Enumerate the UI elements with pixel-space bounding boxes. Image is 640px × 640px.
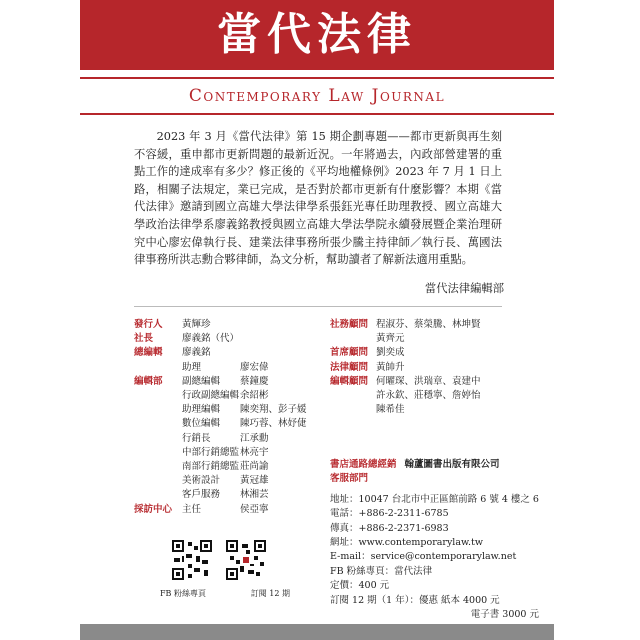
staff-role: 行銷長 — [182, 432, 211, 444]
staff-name: 林湘芸 — [240, 489, 269, 501]
fb-page: FB 粉絲專頁：當代法律 — [330, 565, 433, 577]
staff-row — [134, 432, 307, 446]
staff-label: 發行人 — [134, 319, 163, 330]
staff-name: 陳巧蓉、林妤倢 — [240, 418, 307, 430]
staff-label — [134, 474, 182, 488]
staff-row — [134, 361, 307, 375]
advisor-list-right — [330, 318, 481, 417]
phone: 電話：+886-2-2311-6785 — [330, 508, 449, 520]
qr-caption-subscribe: 訂閱 12 期 — [250, 589, 290, 598]
title-rule-top — [80, 77, 554, 79]
staff-label: 社長 — [134, 333, 154, 345]
staff-role: 客戶服務 — [182, 489, 221, 501]
staff-row — [134, 474, 307, 488]
distributor-row — [330, 458, 539, 472]
advisor-row — [330, 375, 481, 389]
fb-qr-code-icon[interactable] — [172, 540, 212, 580]
staff-row — [134, 488, 307, 502]
staff-row — [134, 417, 307, 431]
staff-role: 數位編輯 — [182, 418, 221, 430]
staff-row — [134, 375, 307, 389]
section-divider — [134, 306, 502, 307]
staff-role: 助理 — [182, 361, 202, 373]
address: 地址：10047 台北市中正區館前路 6 號 4 樓之 6 — [330, 493, 539, 505]
subscription-price: 訂閱 12 期（1 年）：優惠 紙本 4000 元 — [330, 594, 500, 606]
advisor-names: 黃齊元 — [376, 333, 405, 345]
advisor-names: 劉奕成 — [376, 347, 405, 359]
advisor-names: 程淑芬、蔡榮騰、林坤賢 — [376, 319, 481, 330]
footer-bar — [80, 624, 554, 640]
ebook-price: 電子書 3000 元 — [470, 609, 539, 621]
email-link[interactable]: E-mail：service@contemporarylaw.net — [330, 551, 517, 563]
advisor-row — [330, 389, 481, 403]
staff-role: 南部行銷總監 — [182, 461, 240, 473]
masthead-banner — [80, 0, 554, 70]
staff-role: 中部行銷總監 — [182, 446, 240, 458]
advisor-label: 編輯顧問 — [330, 375, 369, 387]
staff-label — [134, 488, 182, 502]
advisor-row — [330, 346, 481, 360]
qr-captions — [160, 588, 290, 599]
journal-title: 當代法律 — [217, 9, 417, 60]
price: 定價：400 元 — [330, 580, 390, 592]
staff-label — [134, 403, 182, 417]
advisor-names: 何曜琛、洪瑞章、袁建中 — [376, 375, 481, 387]
staff-label: 採訪中心 — [134, 503, 173, 515]
intro-paragraph: 2023 年 3 月《當代法律》第 15 期企劃專題——都市更新與再生刻不容緩，重申都市更新問題的最新近況。一年將過去，內政部營建署的重點工作的達成率有多少？修正後的《平均地權條例》2023 年 7 月 1 日上路，相關子法規定，業已完成，是否對於都市更新有什麼影響？本期《當代法律》邀請到國立高雄大學法律學系張鈺光專任助理教授、國立高雄大學政治法律學系廖義銘教授與國立高雄大學法學院永續發展暨企業治理研究中心廖宏偉執行長、建業法律事務所張少騰主持律師／執行長、萬國法律事務所洪志勳合夥律師，為文分析，幫助讀者了解新法適用重點。 — [134, 130, 502, 267]
staff-label — [134, 417, 182, 431]
advisor-row — [330, 403, 481, 417]
distributor-name: 翰蘆圖書出版有限公司 — [404, 459, 500, 470]
staff-row — [134, 346, 307, 360]
staff-label — [134, 460, 182, 474]
advisor-names: 黃帥升 — [376, 361, 405, 373]
distributor-label: 書店通路總經銷 — [330, 459, 397, 470]
staff-label — [134, 389, 182, 403]
advisor-label — [330, 332, 376, 346]
staff-role: 助理編輯 — [182, 404, 221, 416]
staff-name: 江承勳 — [240, 432, 269, 444]
staff-row — [134, 318, 307, 332]
staff-row — [134, 403, 307, 417]
contact-block — [330, 458, 539, 622]
staff-row — [134, 332, 307, 346]
qr-caption-fb: FB 粉絲專頁 — [160, 589, 206, 598]
staff-name: 廖宏偉 — [240, 361, 269, 373]
staff-row — [134, 503, 307, 517]
staff-name: 莊尚諭 — [240, 461, 269, 473]
staff-row — [134, 446, 307, 460]
staff-role: 副總編輯 — [182, 375, 221, 387]
staff-role: 廖義銘（代） — [182, 333, 240, 345]
fax: 傳真：+886-2-2371-6983 — [330, 522, 449, 534]
staff-role: 黃輝珍 — [182, 319, 211, 330]
staff-label — [134, 446, 182, 460]
advisor-label: 首席顧問 — [330, 347, 369, 359]
advisor-names: 陳希佳 — [376, 404, 405, 416]
staff-role: 廖義銘 — [182, 347, 211, 359]
advisor-label — [330, 389, 376, 403]
staff-name: 陳奕翔、彭子媛 — [240, 404, 307, 416]
service-label: 客服部門 — [330, 473, 369, 485]
staff-list-left — [134, 318, 307, 517]
staff-label: 總編輯 — [134, 347, 163, 359]
staff-name: 侯亞寧 — [240, 503, 269, 515]
staff-label — [134, 361, 182, 375]
website-link[interactable]: 網址：www.contemporarylaw.tw — [330, 537, 483, 549]
staff-role: 主任 — [182, 503, 202, 515]
advisor-names: 許永欽、莊穩寧、詹婷怡 — [376, 390, 481, 402]
staff-label: 編輯部 — [134, 375, 163, 387]
advisor-label: 法律顧問 — [330, 361, 369, 373]
advisor-row — [330, 332, 481, 346]
advisor-label: 社務顧問 — [330, 319, 369, 330]
editor-signature: 當代法律編輯部 — [424, 282, 504, 295]
staff-name: 黃冠雄 — [240, 475, 269, 487]
staff-role: 行政副總編輯 — [182, 390, 240, 402]
staff-name: 蔡鐘慶 — [240, 375, 269, 387]
english-title: Contemporary Law Journal — [188, 86, 446, 106]
staff-row — [134, 460, 307, 474]
subscribe-qr-code-icon[interactable] — [226, 540, 266, 580]
advisor-row — [330, 318, 481, 332]
staff-row — [134, 389, 307, 403]
staff-role: 美術設計 — [182, 475, 221, 487]
title-rule-bottom — [80, 113, 554, 115]
staff-label — [134, 432, 182, 446]
staff-name: 余紹彬 — [240, 390, 269, 402]
advisor-label — [330, 403, 376, 417]
advisor-row — [330, 361, 481, 375]
staff-name: 林亮宇 — [240, 446, 269, 458]
